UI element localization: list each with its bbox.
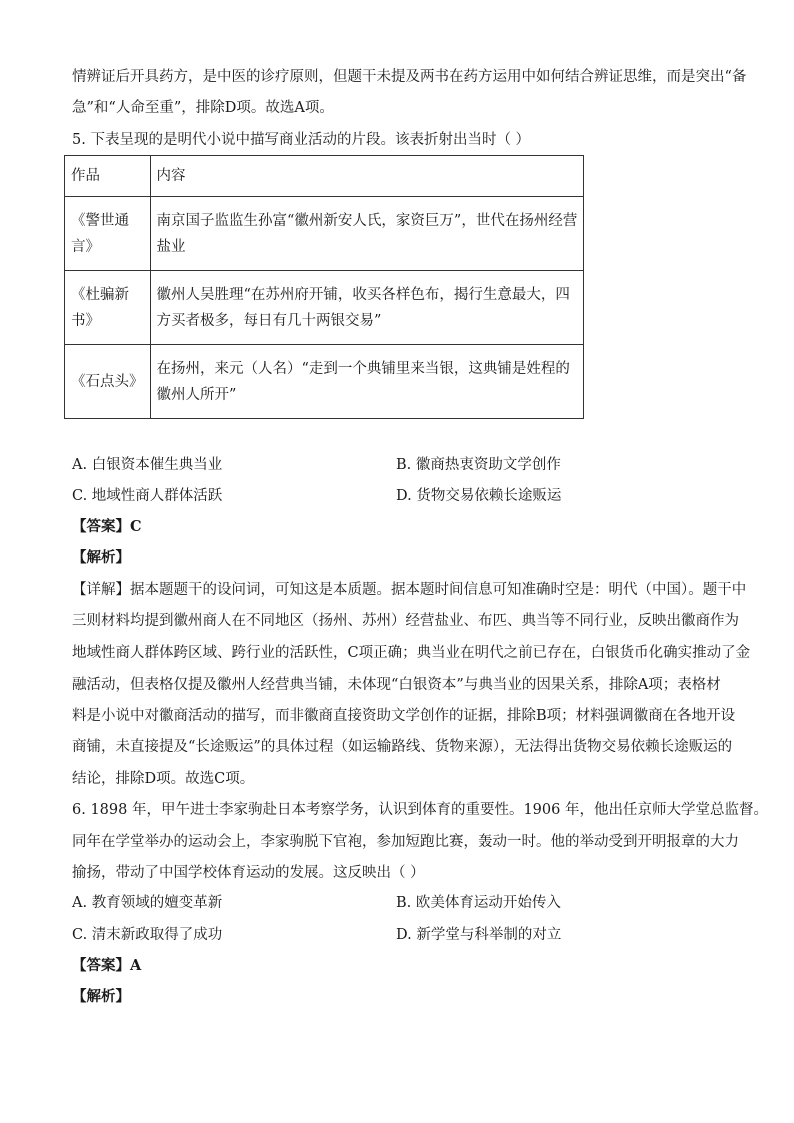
- table-row: [65, 345, 584, 419]
- content-line: 方买者极多，每日有几十两银交易”: [156, 312, 382, 329]
- table-cell-content: [150, 271, 584, 345]
- table-row: [65, 271, 584, 345]
- q6-stem-line: 同年在学堂举办的运动会上，李家驹脱下官袍，参加短跑比赛，轰动一时。他的举动受到开明报章的大力: [72, 834, 739, 850]
- q5-detail-line: 地域性商人群体跨区域、跨行业的活跃性，C项正确；典当业在明代之前已存在，白银货币化确实推动了金: [72, 645, 751, 661]
- table-cell-work: [65, 271, 151, 345]
- q5-detail-line: 【详解】据本题题干的设问词，可知这是本质题。据本题时间信息可知准确时空是：明代（中国）。题干中: [72, 582, 747, 598]
- answer-value: C: [130, 518, 142, 535]
- q5-detail-line: 三则材料均提到徽州商人在不同地区（扬州、苏州）经营盐业、布匹、典当等不同行业，反映出徽商作为: [72, 613, 739, 629]
- work-line: 《杜骗新: [71, 286, 129, 303]
- q5-detail-line: 融活动，但表格仅提及徽州人经营典当铺，未体现“白银资本”与典当业的因果关系，排除A项；表格材: [72, 677, 721, 693]
- q6-answer: [72, 956, 724, 976]
- q6-option-c[interactable]: C. 清末新政取得了成功: [72, 927, 223, 943]
- table-row: [65, 197, 584, 271]
- table-header-row: [65, 156, 584, 197]
- q5-detail-line: 结论，排除D项。故选C项。: [72, 771, 255, 787]
- work-line: 《石点头》: [71, 373, 144, 390]
- work-line: 《警世通: [71, 212, 129, 229]
- content-line: 在扬州，来元（人名）“走到一个典铺里来当银，这典铺是姓程的: [156, 360, 570, 377]
- intro-line-1: 情辨证后开具药方，是中医的诊疗原则，但题干未提及两书在药方运用中如何结合辨证思维，而是突出“备: [72, 69, 747, 85]
- answer-value: A: [130, 957, 142, 974]
- q6-analysis-label: 【解析】: [72, 988, 130, 1005]
- table-header-content: 内容: [150, 156, 584, 197]
- intro-line-2: 急”和“人命至重”，排除D项。故选A项。: [72, 100, 334, 116]
- answer-label: 【答案】: [72, 957, 130, 974]
- q5-detail-line: 商铺，未直接提及“长途贩运”的具体过程（如运输路线、货物来源），无法得出货物交易依赖长途贩运的: [72, 739, 733, 755]
- q5-answer: [72, 517, 724, 537]
- table-cell-content: [150, 345, 584, 419]
- content-line: 徽州人所开”: [156, 386, 237, 403]
- work-line: 言》: [71, 238, 100, 255]
- q5-option-b[interactable]: B. 徽商热衷资助文学创作: [396, 457, 561, 473]
- content-line: 南京国子监监生孙富“徽州新安人氏，家资巨万”，世代在扬州经营: [156, 212, 578, 229]
- q6-stem-line: 6. 1898 年，甲午进士李家驹赴日本考察学务，认识到体育的重要性。1906 年，他出任京师大学堂总监督。: [72, 802, 768, 818]
- content-line: 盐业: [156, 238, 186, 255]
- table-header-work: 作品: [65, 156, 151, 197]
- q5-analysis-label: 【解析】: [72, 549, 130, 566]
- table-cell-content: [150, 197, 584, 271]
- content-line: 徽州人吴胜理“在苏州府开铺，收买各样色布，揭行生意最大，四: [156, 286, 570, 303]
- q5-option-d[interactable]: D. 货物交易依赖长途贩运: [396, 488, 562, 504]
- q5-stem: 5. 下表呈现的是明代小说中描写商业活动的片段。该表折射出当时（ ）: [72, 132, 531, 148]
- q6-option-d[interactable]: D. 新学堂与科举制的对立: [396, 927, 562, 943]
- q6-stem-line: 揄扬，带动了中国学校体育运动的发展。这反映出（ ）: [72, 865, 425, 881]
- q5-detail-line: 料是小说中对徽商活动的描写，而非徽商直接资助文学创作的证据，排除B项；材料强调徽商在各地开设: [72, 708, 736, 724]
- q5-option-a[interactable]: A. 白银资本催生典当业: [72, 457, 223, 473]
- q6-option-a[interactable]: A. 教育领域的嬗变革新: [72, 895, 223, 911]
- q5-option-c[interactable]: C. 地域性商人群体活跃: [72, 488, 223, 504]
- work-line: 书》: [71, 312, 100, 329]
- table-cell-work: [65, 197, 151, 271]
- table-cell-work: [65, 345, 151, 419]
- answer-label: 【答案】: [72, 518, 130, 535]
- q6-option-b[interactable]: B. 欧美体育运动开始传入: [396, 895, 561, 911]
- works-table: [64, 155, 584, 419]
